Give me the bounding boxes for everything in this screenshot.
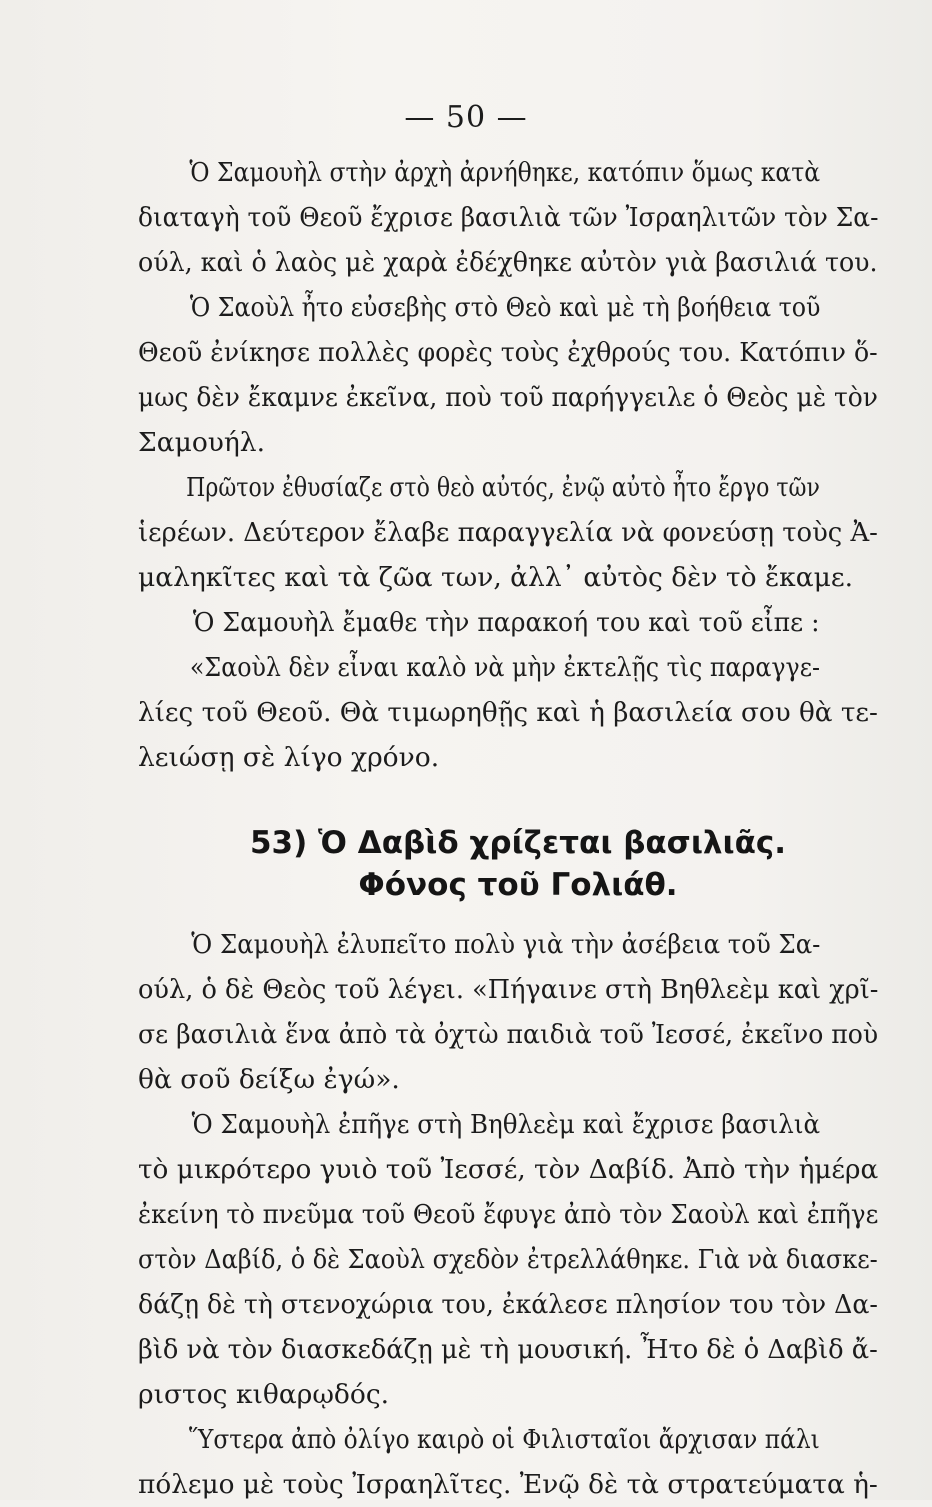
text-line: Πρῶτον ἐθυσίαζε στὸ θεὸ αὐτός, ἐνῷ αὐτὸ ἦτο ἔργο τῶν: [186, 472, 820, 503]
text-line: λειώσῃ σὲ λίγο χρόνο.: [138, 742, 440, 773]
text-line: Ὁ Σαμουὴλ στὴν ἀρχὴ ἀρνήθηκε, κατόπιν ὅμως κατὰ: [189, 157, 821, 188]
section-heading: [138, 822, 878, 906]
paragraph: [138, 150, 878, 285]
text-line: ούλ, ὁ δὲ Θεὸς τοῦ λέγει. «Πήγαινε στὴ Βηθλεὲμ καὶ χρῖ-: [138, 974, 879, 1005]
text-line: τὸ μικρότερο γυιὸ τοῦ Ἰεσσέ, τὸν Δαβίδ. Ἀπὸ τὴν ἡμέρα: [138, 1154, 879, 1185]
text-line: Ὁ Σαμουὴλ ἐλυπεῖτο πολὺ γιὰ τὴν ἀσέβεια τοῦ Σα-: [191, 929, 821, 960]
section-subtitle: Φόνος τοῦ Γολιάθ.: [358, 867, 678, 903]
text-line: Ὕστερα ἀπὸ ὀλίγο καιρὸ οἱ Φιλισταῖοι ἄρχισαν πάλι: [189, 1424, 820, 1455]
paragraph: [138, 1102, 878, 1417]
text-line: μως δὲν ἔκαμνε ἐκεῖνα, ποὺ τοῦ παρήγγειλε ὁ Θεὸς μὲ τὸν: [138, 382, 878, 413]
text-line: δάζῃ δὲ τὴ στενοχώρια του, ἐκάλεσε πλησίον του τὸν Δα-: [138, 1289, 878, 1320]
paragraph: [138, 285, 878, 465]
paragraph: [138, 645, 878, 780]
text-line: Ὁ Σαμουὴλ ἔμαθε τὴν παρακοή του καὶ τοῦ εἶπε :: [192, 607, 820, 638]
page-number: — 50 —: [404, 100, 528, 135]
text-line: πόλεμο μὲ τοὺς Ἰσραηλῖτες. Ἐνῷ δὲ τὰ στρατεύματα ἡ-: [138, 1469, 878, 1500]
text-line: Σαμουήλ.: [138, 427, 266, 458]
text-line: θὰ σοῦ δείξω ἐγώ».: [138, 1064, 400, 1095]
text-line: ἐκείνη τὸ πνεῦμα τοῦ Θεοῦ ἔφυγε ἀπὸ τὸν Σαοὺλ καὶ ἐπῆγε: [138, 1199, 879, 1230]
text-line: σε βασιλιὰ ἕνα ἀπὸ τὰ ὀχτὼ παιδιὰ τοῦ Ἰεσσέ, ἐκεῖνο ποὺ: [138, 1019, 879, 1050]
text-line: Ὁ Σαμουὴλ ἐπῆγε στὴ Βηθλεὲμ καὶ ἔχρισε βασιλιὰ: [191, 1109, 821, 1140]
text-line: βὶδ νὰ τὸν διασκεδάζῃ μὲ τὴ μουσική. Ἦτο δὲ ὁ Δαβὶδ ἄ-: [138, 1334, 878, 1365]
text-line: Θεοῦ ἐνίκησε πολλὲς φορὲς τοὺς ἐχθρούς του. Κατόπιν ὅ-: [138, 337, 878, 368]
text-line: ριστος κιθαρῳδός.: [138, 1379, 390, 1410]
text-line: μαληκῖτες καὶ τὰ ζῶα των, ἀλλ᾽ αὐτὸς δὲν τὸ ἔκαμε.: [138, 562, 854, 593]
text-line: «Σαοὺλ δὲν εἶναι καλὸ νὰ μὴν ἐκτελῇς τὶς παραγγε-: [189, 652, 821, 683]
text-line: λίες τοῦ Θεοῦ. Θὰ τιμωρηθῇς καὶ ἡ βασιλεία σου θὰ τε-: [138, 697, 878, 728]
text-line: ἱερέων. Δεύτερον ἔλαβε παραγγελία νὰ φονεύσῃ τοὺς Ἀ-: [138, 517, 878, 548]
text-line: στὸν Δαβίδ, ὁ δὲ Σαοὺλ σχεδὸν ἐτρελλάθηκε. Γιὰ νὰ διασκε-: [138, 1244, 878, 1275]
paragraph: [138, 465, 878, 600]
section-title: 53) Ὁ Δαβὶδ χρίζεται βασιλιᾶς.: [249, 825, 787, 861]
paragraph: [138, 600, 878, 645]
paragraph: [138, 922, 878, 1102]
paragraph: [138, 1417, 878, 1507]
text-line: Ὁ Σαοὺλ ἦτο εὐσεβὴς στὸ Θεὸ καὶ μὲ τὴ βοήθεια τοῦ: [189, 292, 821, 323]
text-line: ούλ, καὶ ὁ λαὸς μὲ χαρὰ ἐδέχθηκε αὐτὸν γιὰ βασιλιά του.: [138, 247, 878, 278]
text-line: διαταγὴ τοῦ Θεοῦ ἔχρισε βασιλιὰ τῶν Ἰσραηλιτῶν τὸν Σα-: [138, 202, 879, 233]
page-content: [138, 150, 878, 1507]
